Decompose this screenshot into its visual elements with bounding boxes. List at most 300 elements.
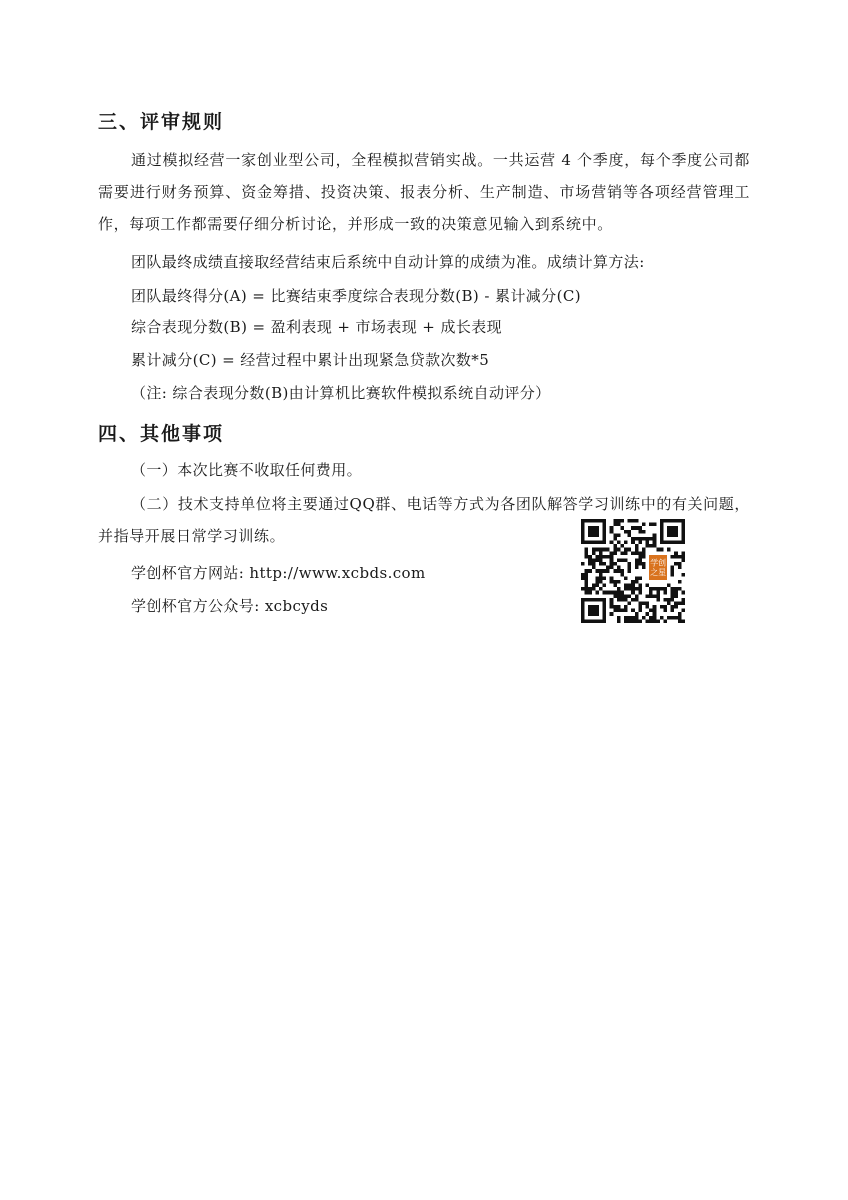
qr-module (585, 580, 589, 584)
qr-module (635, 548, 639, 552)
qr-module (671, 616, 675, 620)
qr-module (638, 601, 642, 605)
qr-module (638, 584, 642, 588)
qr-module (631, 526, 635, 530)
qr-module (592, 584, 596, 588)
qr-module (624, 605, 628, 609)
qr-module (653, 609, 657, 613)
qr-module (649, 544, 653, 548)
qr-module (606, 591, 610, 595)
qr-module (674, 594, 678, 598)
qr-module (592, 548, 596, 552)
qr-module (581, 587, 585, 591)
qr-module (613, 523, 617, 527)
qr-module (681, 555, 685, 559)
qr-module (638, 576, 642, 580)
qr-module (624, 619, 628, 623)
qr-module (620, 594, 624, 598)
qr-module (638, 609, 642, 613)
qr-module (599, 576, 603, 580)
qr-module (671, 587, 675, 591)
qr-module (628, 548, 632, 552)
qr-module (585, 591, 589, 595)
qr-module (646, 601, 650, 605)
qr-module (628, 619, 632, 623)
qr-module (613, 537, 617, 541)
qr-module (635, 576, 639, 580)
qr-module (674, 605, 678, 609)
qr-module (624, 598, 628, 602)
qr-module (610, 566, 614, 570)
qr-module (631, 591, 635, 595)
qr-module (606, 548, 610, 552)
qr-module (653, 537, 657, 541)
qr-module (624, 551, 628, 555)
qr-module (610, 541, 614, 545)
qr-module (588, 558, 592, 562)
qr-module (585, 551, 589, 555)
qr-module (624, 609, 628, 613)
qr-module (653, 587, 657, 591)
qr-module (628, 584, 632, 588)
qr-module (642, 523, 646, 527)
qr-module (631, 551, 635, 555)
qr-module (674, 551, 678, 555)
qr-module (631, 616, 635, 620)
qr-module (588, 569, 592, 573)
qr-module (631, 619, 635, 623)
qr-module (595, 548, 599, 552)
qr-module (631, 584, 635, 588)
qr-module (606, 555, 610, 559)
qr-module (638, 619, 642, 623)
note-auto-scoring: （注: 综合表现分数(B)由计算机比赛软件模拟系统自动评分） (131, 384, 551, 402)
qr-module (681, 609, 685, 613)
formula-performance-score: 综合表现分数(B) = 盈利表现 + 市场表现 + 成长表现 (131, 318, 503, 336)
qr-module (624, 530, 628, 534)
qr-module (628, 530, 632, 534)
qr-module (588, 562, 592, 566)
qr-module (635, 551, 639, 555)
qr-module (585, 569, 589, 573)
qr-module (635, 519, 639, 523)
qr-module (642, 537, 646, 541)
qr-module (613, 605, 617, 609)
qr-module (581, 576, 585, 580)
qr-module (603, 591, 607, 595)
qr-module (678, 587, 682, 591)
qr-module (603, 548, 607, 552)
qr-module (681, 573, 685, 577)
qr-module (631, 519, 635, 523)
qr-module (628, 533, 632, 537)
qr-module (610, 576, 614, 580)
qr-module (628, 562, 632, 566)
qr-module (595, 569, 599, 573)
qr-module (667, 584, 671, 588)
qr-module (667, 601, 671, 605)
qr-module (628, 587, 632, 591)
qr-module (585, 573, 589, 577)
qr-module (610, 530, 614, 534)
qr-module (581, 573, 585, 577)
qr-module (617, 523, 621, 527)
qr-module (603, 569, 607, 573)
qr-module (624, 548, 628, 552)
section-heading-other-matters: 四、其他事项 (98, 423, 225, 445)
qr-code-image (581, 519, 685, 623)
qr-badge-label: 之星 (650, 567, 666, 577)
qr-module (671, 573, 675, 577)
qr-module (585, 584, 589, 588)
qr-module (642, 555, 646, 559)
qr-module (653, 594, 657, 598)
qr-module (646, 544, 650, 548)
qr-module (610, 558, 614, 562)
qr-module (599, 551, 603, 555)
qr-module (653, 541, 657, 545)
qr-module (635, 612, 639, 616)
qr-module (635, 616, 639, 620)
qr-module (667, 616, 671, 620)
qr-module (660, 548, 664, 552)
qr-module (635, 537, 639, 541)
qr-module (678, 555, 682, 559)
qr-module (595, 558, 599, 562)
qr-module (653, 605, 657, 609)
qr-module (663, 609, 667, 613)
qr-module (628, 601, 632, 605)
qr-module (613, 580, 617, 584)
qr-module (671, 605, 675, 609)
qr-module (617, 619, 621, 623)
qr-module (642, 616, 646, 620)
qr-module (610, 526, 614, 530)
qr-module (642, 601, 646, 605)
qr-module (617, 566, 621, 570)
qr-module (656, 619, 660, 623)
qr-module (678, 562, 682, 566)
qr-module (628, 566, 632, 570)
qr-module (649, 523, 653, 527)
qr-module (592, 566, 596, 570)
qr-module (671, 591, 675, 595)
item-no-fees: （一）本次比赛不收取任何费用。 (131, 461, 363, 479)
qr-module (613, 562, 617, 566)
qr-module (646, 612, 650, 616)
qr-module (606, 566, 610, 570)
formula-final-score: 团队最终得分(A) = 比赛结束季度综合表现分数(B) - 累计减分(C) (131, 287, 581, 305)
official-wechat-account: 学创杯官方公众号: xcbcyds (131, 597, 329, 615)
qr-module (613, 609, 617, 613)
qr-module (656, 587, 660, 591)
qr-module (642, 530, 646, 534)
qr-module (613, 591, 617, 595)
qr-module (681, 551, 685, 555)
qr-module (656, 591, 660, 595)
qr-module (638, 587, 642, 591)
qr-module (646, 584, 650, 588)
qr-module (599, 548, 603, 552)
qr-module (613, 594, 617, 598)
qr-module (638, 526, 642, 530)
formula-deduction: 累计减分(C) = 经营过程中累计出现紧急贷款次数*5 (131, 351, 490, 369)
qr-module (674, 616, 678, 620)
qr-module (678, 616, 682, 620)
qr-module (617, 594, 621, 598)
qr-module (642, 551, 646, 555)
qr-module (642, 562, 646, 566)
qr-module (649, 587, 653, 591)
qr-module (678, 619, 682, 623)
qr-module (681, 619, 685, 623)
qr-module (646, 537, 650, 541)
qr-module (681, 591, 685, 595)
qr-module (674, 562, 678, 566)
qr-module (663, 619, 667, 623)
qr-module (617, 616, 621, 620)
qr-module (599, 562, 603, 566)
qr-module (599, 558, 603, 562)
qr-module (610, 580, 614, 584)
qr-module (617, 548, 621, 552)
qr-module (620, 558, 624, 562)
qr-module (620, 591, 624, 595)
qr-module (628, 569, 632, 573)
qr-module (603, 584, 607, 588)
qr-module (620, 526, 624, 530)
qr-module (653, 544, 657, 548)
qr-module (624, 558, 628, 562)
qr-module (610, 551, 614, 555)
qr-module (610, 598, 614, 602)
qr-module (635, 526, 639, 530)
qr-module (638, 591, 642, 595)
qr-module (642, 566, 646, 570)
qr-module (663, 587, 667, 591)
qr-module (674, 601, 678, 605)
paragraph-text: 通过模拟经营一家创业型公司，全程模拟营销实战。一共运营 4 个季度，每个季度公司都需要进行财务预算、资金筹措、投资决策、报表分析、生产制造、市场营销等各项经营管理工作，每项工作都需要仔细分析讨论，并形成一致的决策意见输入到系统中。 (98, 151, 750, 233)
qr-module (656, 598, 660, 602)
qr-module (610, 601, 614, 605)
qr-module (599, 569, 603, 573)
qr-module (674, 555, 678, 559)
qr-module (649, 619, 653, 623)
qr-module (599, 555, 603, 559)
qr-module (628, 616, 632, 620)
qr-module (635, 587, 639, 591)
qr-module (592, 558, 596, 562)
qr-module (613, 569, 617, 573)
qr-module (631, 537, 635, 541)
qr-module (617, 605, 621, 609)
qr-module (617, 533, 621, 537)
qr-module (649, 594, 653, 598)
qr-module (674, 591, 678, 595)
qr-module (588, 591, 592, 595)
qr-module (635, 562, 639, 566)
qr-module (635, 558, 639, 562)
paragraph-text: （二）技术支持单位将主要通过QQ群、电话等方式为各团队解答学习训练中的有关问题，并指导开展日常学习训练。 (98, 495, 750, 545)
qr-module (649, 609, 653, 613)
qr-module (624, 541, 628, 545)
qr-module (671, 555, 675, 559)
qr-module (646, 594, 650, 598)
qr-module (653, 533, 657, 537)
qr-module (620, 519, 624, 523)
qr-module (595, 576, 599, 580)
qr-module (620, 569, 624, 573)
qr-module (638, 558, 642, 562)
qr-module (620, 544, 624, 548)
section-heading-review-rules: 三、评审规则 (98, 111, 225, 133)
qr-module (617, 519, 621, 523)
qr-module (631, 587, 635, 591)
qr-module (678, 601, 682, 605)
qr-module (585, 555, 589, 559)
qr-module (617, 558, 621, 562)
qr-module (649, 591, 653, 595)
qr-module (646, 605, 650, 609)
qr-module (592, 551, 596, 555)
qr-module (681, 558, 685, 562)
qr-module (624, 584, 628, 588)
qr-module (592, 587, 596, 591)
qr-module (631, 598, 635, 602)
qr-module (671, 569, 675, 573)
qr-module (613, 519, 617, 523)
qr-module (656, 548, 660, 552)
qr-module (624, 576, 628, 580)
qr-module (667, 548, 671, 552)
qr-module (606, 569, 610, 573)
qr-module (631, 609, 635, 613)
qr-module (585, 548, 589, 552)
qr-module (638, 541, 642, 545)
qr-module (620, 551, 624, 555)
qr-module (599, 587, 603, 591)
qr-module (585, 587, 589, 591)
qr-module (663, 605, 667, 609)
qr-module (646, 619, 650, 623)
qr-module (613, 533, 617, 537)
qr-module (649, 537, 653, 541)
qr-module (638, 562, 642, 566)
official-website: 学创杯官方网站: http://www.xcbds.com (131, 564, 426, 582)
qr-module (653, 616, 657, 620)
qr-module (617, 541, 621, 545)
qr-module (617, 587, 621, 591)
qr-module (671, 594, 675, 598)
qr-module (635, 594, 639, 598)
qr-module (635, 580, 639, 584)
qr-module (660, 616, 664, 620)
qr-module (649, 616, 653, 620)
qr-module (613, 544, 617, 548)
qr-module (603, 562, 607, 566)
qr-module (610, 612, 614, 616)
qr-module (599, 573, 603, 577)
qr-module (624, 616, 628, 620)
qr-module (617, 609, 621, 613)
qr-module (671, 609, 675, 613)
qr-module (656, 594, 660, 598)
qr-module (635, 566, 639, 570)
qr-module (653, 612, 657, 616)
qr-module (663, 591, 667, 595)
qr-module (588, 587, 592, 591)
qr-module (620, 609, 624, 613)
qr-module (603, 555, 607, 559)
qr-module (678, 612, 682, 616)
qr-module (638, 551, 642, 555)
qr-module (595, 580, 599, 584)
qr-module (678, 566, 682, 570)
paragraph-score-method: 团队最终成绩直接取经营结束后系统中自动计算的成绩为准。成绩计算方法: (131, 253, 645, 271)
qr-module (663, 598, 667, 602)
paragraph-simulation-description (98, 144, 750, 240)
qr-module (613, 551, 617, 555)
qr-badge-label: 学创 (650, 558, 666, 568)
qr-module (624, 594, 628, 598)
qr-module (671, 598, 675, 602)
qr-module (631, 580, 635, 584)
qr-module (653, 619, 657, 623)
qr-module (660, 587, 664, 591)
qr-module (595, 555, 599, 559)
qr-module (631, 541, 635, 545)
qr-module (610, 605, 614, 609)
qr-module (581, 562, 585, 566)
qr-module (638, 537, 642, 541)
qr-module (671, 566, 675, 570)
qr-module (638, 555, 642, 559)
qr-module (613, 584, 617, 588)
qr-module (681, 601, 685, 605)
qr-module (613, 548, 617, 552)
qr-module (603, 576, 607, 580)
qr-module (599, 580, 603, 584)
qr-module (646, 541, 650, 545)
qr-module (660, 605, 664, 609)
qr-module (610, 555, 614, 559)
qr-module (617, 569, 621, 573)
qr-module (635, 544, 639, 548)
qr-module (620, 573, 624, 577)
qr-module (610, 591, 614, 595)
qr-module (610, 562, 614, 566)
qr-module (681, 598, 685, 602)
qr-module (617, 598, 621, 602)
qr-module (628, 594, 632, 598)
qr-module (585, 576, 589, 580)
qr-module (617, 591, 621, 595)
qr-module (638, 605, 642, 609)
qr-module (624, 587, 628, 591)
qr-module (674, 587, 678, 591)
qr-module (635, 598, 639, 602)
qr-module (638, 530, 642, 534)
qr-module (588, 555, 592, 559)
qr-module (635, 619, 639, 623)
qr-module (592, 562, 596, 566)
qr-module (653, 523, 657, 527)
qr-module (595, 591, 599, 595)
qr-module (617, 580, 621, 584)
qr-module (642, 548, 646, 552)
qr-module (667, 598, 671, 602)
qr-module (620, 598, 624, 602)
